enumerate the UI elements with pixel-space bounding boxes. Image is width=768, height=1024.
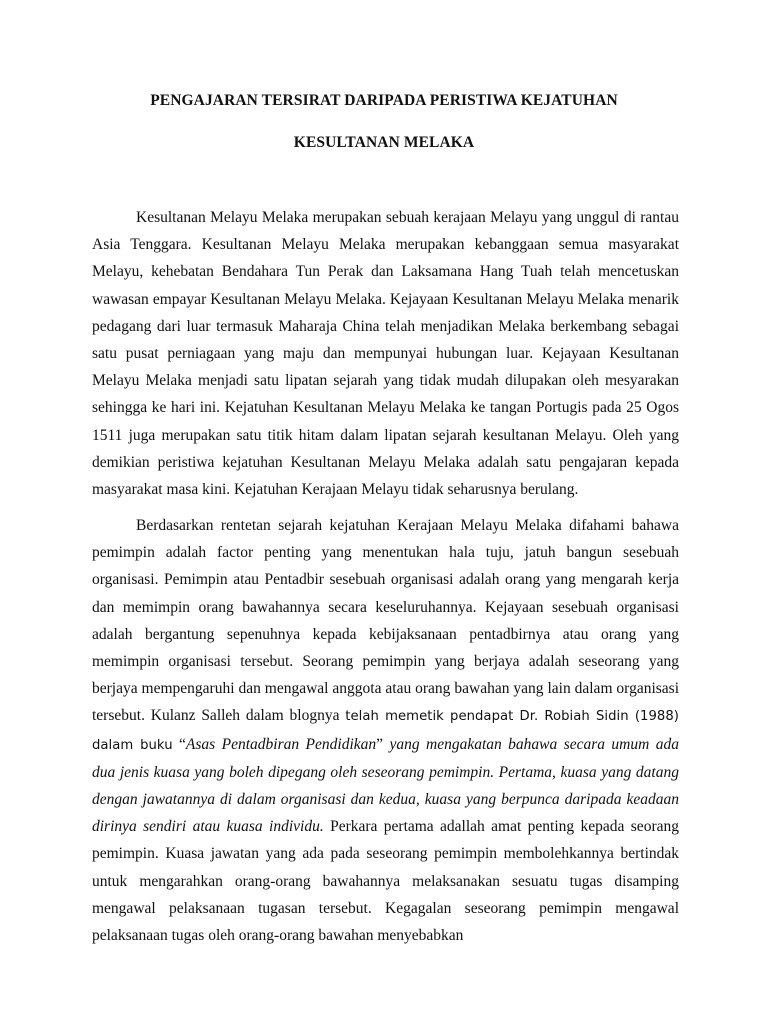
- paragraph-2: [92, 512, 679, 949]
- document-title-line-2: KESULTANAN MELAKA: [293, 134, 475, 151]
- paragraph-1: [92, 204, 679, 503]
- paragraph-2-intro: Berdasarkan rentetan sejarah kejatuhan Kerajaan Melayu Melaka difahami bahawa pemimpin adalah factor penting yang menentukan hala tuju, jatuh bangun sesebuah organisasi. Pemimpin atau Pentadbir sesebuah organisasi adalah orang yang mengarah kerja dan memimpin orang bawahannya secara keseluruhannya. Kejayaan sesebuah organisasi adalah bergantung sepenuhnya kepada kebijaksanaan pentadbirnya atau orang yang memimpin organisasi tersebut. Seorang pemimpin yang berjaya adalah seseorang yang berjaya mempengaruhi dan mengawal anggota atau orang bawahan yang lain dalam organisasi tersebut. Kulanz Salleh dalam blognya: [92, 517, 679, 725]
- book-title: Asas Pentadbiran Pendidikan: [185, 735, 377, 753]
- open-quote: “: [172, 735, 186, 753]
- document-title-line-1: PENGAJARAN TERSIRAT DARIPADA PERISTIWA KEJATUHAN: [150, 92, 618, 109]
- close-quote: ”: [376, 735, 390, 753]
- paragraph-2-rest: Perkara pertama adallah amat penting kepada seorang pemimpin. Kuasa jawatan yang ada pada seseorang pemimpin membolehkannya bertindak untuk mengarahkan orang-orang bawahannya melaksanakan sesuatu tugas disamping mengawal pelaksanaan tugasan tersebut. Kegagalan seseorang pemimpin mengawal pelaksanaan tugas oleh orang-orang bawahan menyebabkan: [92, 818, 679, 945]
- paragraph-2-quoted-source: telah memetik pendapat Dr. Robiah Sidin (1988) dalam buku: [92, 709, 679, 753]
- paragraph-2-italic-quote: yang mengakatan bahawa secara umum ada dua jenis kuasa yang boleh dipegang oleh seseorang pemimpin. Pertama, kuasa yang datang dengan jawatannya di dalam organisasi dan kedua, kuasa yang berpunca daripada keadaan dirinya sendiri atau kuasa individu.: [92, 735, 679, 836]
- paragraph-1-text: Kesultanan Melayu Melaka merupakan sebuah kerajaan Melayu yang unggul di rantau Asia Tenggara. Kesultanan Melayu Melaka merupakan kebanggaan semua masyarakat Melayu, kehebatan Bendahara Tun Perak dan Laksamana Hang Tuah telah mencetuskan wawasan empayar Kesultanan Melayu Melaka. Kejayaan Kesultanan Melayu Melaka menarik pedagang dari luar termasuk Maharaja China telah menjadikan Melaka berkembang sebagai satu pusat perniagaan yang maju dan mempunyai hubungan luar. Kejayaan Kesultanan Melayu Melaka menjadi satu lipatan sejarah yang tidak mudah dilupakan oleh mesyarakan sehingga ke hari ini. Kejatuhan Kesultanan Melayu Melaka ke tangan Portugis pada 25 Ogos 1511 juga merupakan satu titik hitam dalam lipatan sejarah kesultanan Melayu. Oleh yang demikian peristiwa kejatuhan Kesultanan Melayu Melaka adalah satu pengajaran kepada masyarakat masa kini. Kejatuhan Kerajaan Melayu tidak seharusnya berulang.: [92, 209, 679, 499]
